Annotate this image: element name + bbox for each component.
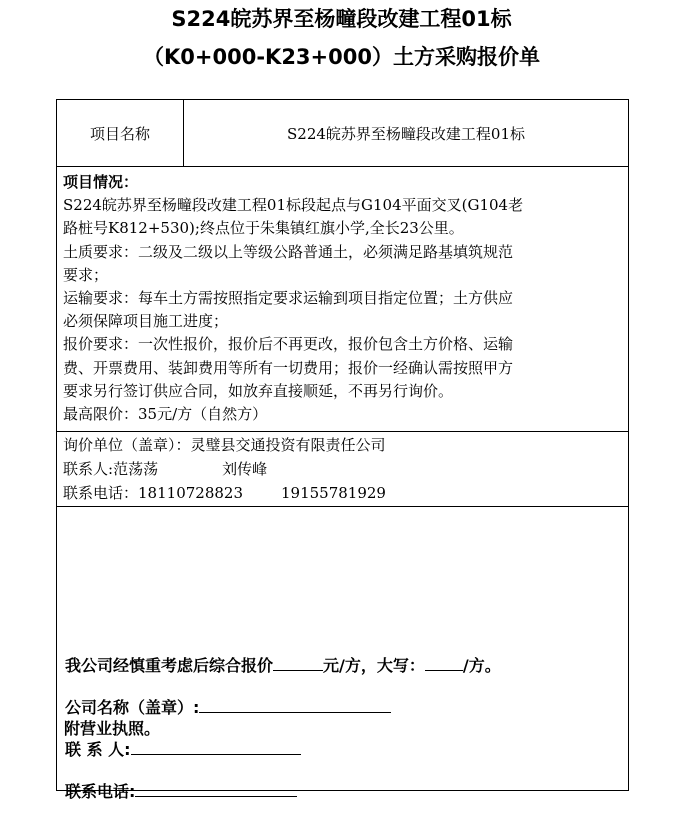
price-in-words-blank[interactable] — [425, 654, 463, 671]
quote-contact-blank[interactable] — [131, 738, 301, 755]
quote-requirement-line: 报价要求：一次性报价，报价后不再更改，报价包含土方价格、运输 — [63, 335, 514, 354]
quote-contact-line — [65, 738, 301, 761]
contact-person-1: 范荡荡 — [113, 460, 159, 478]
quote-requirement-line: 费、开票费用、装卸费用等所有一切费用；报价一经确认需按照甲方 — [63, 358, 514, 377]
phone-number-2: 19155781929 — [281, 484, 386, 502]
quote-contact-label: 联 系 人: — [65, 740, 131, 759]
quote-statement — [65, 654, 501, 677]
project-name-row — [57, 100, 628, 167]
quote-phone-line — [65, 780, 297, 803]
phone-label: 联系电话： — [63, 484, 139, 502]
inquiry-phones — [63, 481, 622, 505]
document-title-line-1: S224皖苏界至杨疃段改建工程01标 — [171, 7, 512, 31]
project-name-label: 项目名称 — [57, 100, 184, 166]
project-info-line: S224皖苏界至杨疃段改建工程01标段起点与G104平面交叉(G104老 — [63, 196, 524, 215]
contact-person-2: 刘传峰 — [222, 460, 268, 478]
company-name-blank[interactable] — [199, 696, 391, 713]
quote-phone-blank[interactable] — [135, 780, 297, 797]
inquiry-unit: 询价单位（盖章）：灵璧县交通投资有限责任公司 — [63, 436, 386, 454]
document-title-line-2: （K0+000-K23+000）土方采购报价单 — [143, 45, 540, 69]
quote-requirement-line: 要求另行签订供应合同，如放弃直接顺延，不再另行询价。 — [63, 381, 454, 400]
contact-label: 联系人: — [63, 460, 114, 478]
unit-price-blank[interactable] — [273, 654, 323, 671]
project-info-heading: 项目情况： — [63, 173, 139, 191]
phone-number-1: 18110728823 — [138, 484, 243, 502]
quote-statement-unit: 元/方，大写： — [323, 656, 425, 675]
company-name-line — [65, 696, 391, 719]
quote-response-section — [57, 508, 628, 801]
soil-requirement-line: 要求； — [63, 265, 109, 284]
company-name-label: 公司名称（盖章）: — [65, 698, 200, 717]
transport-requirement-line: 运输要求：每车土方需按照指定要求运输到项目指定位置；土方供应 — [63, 289, 514, 308]
quote-phone-label: 联系电话: — [65, 782, 136, 801]
quotation-form — [56, 99, 629, 801]
quote-statement-prefix: 我公司经慎重考虑后综合报价 — [65, 656, 274, 675]
soil-requirement-line: 土质要求：二级及二级以上等级公路普通土，必须满足路基填筑规范 — [63, 242, 514, 261]
project-name-value: S224皖苏界至杨疃段改建工程01标 — [287, 124, 525, 143]
transport-requirement-line: 必须保障项目施工进度； — [63, 312, 229, 331]
project-info-section — [57, 167, 628, 432]
quote-statement-suffix: /方。 — [462, 656, 501, 675]
inquiry-contacts — [63, 457, 622, 481]
inquiry-contact-section — [57, 433, 628, 507]
business-license-note: 附营业执照。 — [64, 719, 161, 738]
max-price-line: 最高限价：35元/方（自然方） — [63, 405, 268, 424]
project-info-line: 路桩号K812+530);终点位于朱集镇红旗小学,全长23公里。 — [63, 219, 464, 238]
